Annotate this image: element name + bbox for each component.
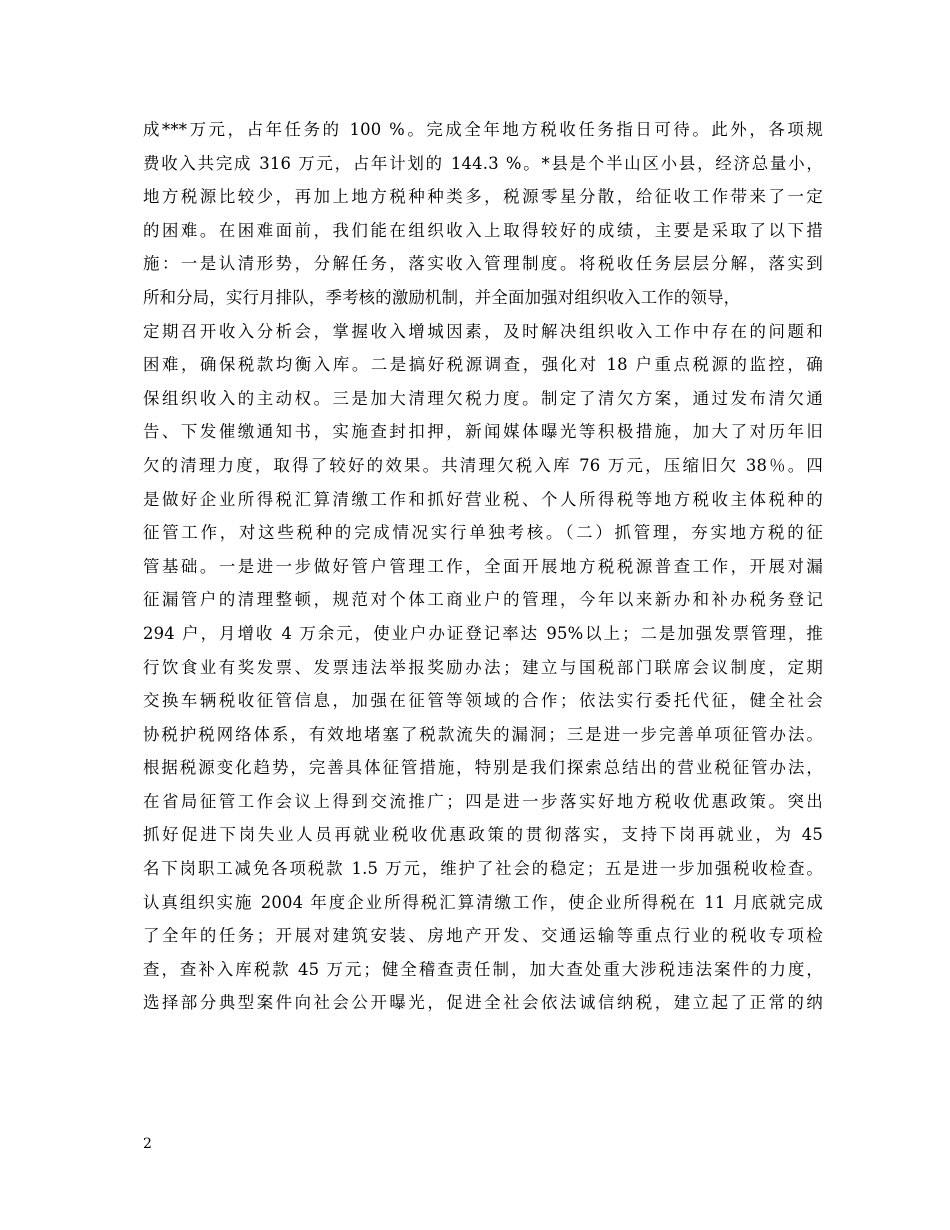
text-line: 名下岗职工减免各项税款 1.5 万元，维护了社会的稳定；五是进一步加强税收检查。 — [143, 859, 823, 879]
text-line: 困难，确保税款均衡入库。二是搞好税源调查，强化对 18 户重点税源的监控，确 — [143, 355, 823, 375]
text-line: 所和分局，实行月排队，季考核的激励机制，并全面加强对组织收入工作的领导， — [143, 287, 741, 307]
body-text — [143, 113, 823, 1020]
text-line: 征管工作，对这些税种的完成情况实行单独考核。（二）抓管理，夯实地方税的征 — [143, 523, 823, 543]
text-line: 认真组织实施 2004 年度企业所得税汇算清缴工作，使企业所得税在 11 月底就完成 — [143, 892, 823, 912]
text-line: 成***万元，占年任务的 100 %。完成全年地方税收任务指日可待。此外，各项规 — [143, 120, 823, 139]
text-line: 的困难。在困难面前，我们能在组织收入上取得较好的成绩，主要是采取了以下措 — [143, 220, 823, 240]
text-line: 征漏管户的清理整顿，规范对个体工商业户的管理，今年以来新办和补办税务登记 — [143, 590, 823, 610]
text-line: 地方税源比较少，再加上地方税种种类多，税源零星分散，给征收工作带来了一定 — [143, 187, 823, 207]
text-line: 294 户，月增收 4 万余元，使业户办证登记率达 95%以上；二是加强发票管理，推 — [143, 623, 823, 643]
text-line: 协税护税网络体系，有效地堵塞了税款流失的漏洞；三是进一步完善单项征管办法。 — [143, 724, 823, 744]
text-line: 定期召开收入分析会，掌握收入增城因素，及时解决组织收入工作中存在的问题和 — [143, 321, 823, 341]
text-line: 告、下发催缴通知书，实施查封扣押，新闻媒体曝光等积极措施，加大了对历年旧 — [143, 422, 823, 442]
text-line: 是做好企业所得税汇算清缴工作和抓好营业税、个人所得税等地方税收主体税种的 — [143, 489, 823, 509]
page-number: 2 — [143, 1136, 152, 1152]
text-line: 施：一是认清形势，分解任务，落实收入管理制度。将税收任务层层分解，落实到 — [143, 254, 823, 274]
text-line: 了全年的任务；开展对建筑安装、房地产开发、交通运输等重点行业的税收专项检 — [143, 926, 823, 946]
text-line: 抓好促进下岗失业人员再就业税收优惠政策的贯彻落实，支持下岗再就业，为 45 — [143, 825, 823, 845]
text-line: 费收入共完成 316 万元，占年计划的 144.3 %。*县是个半山区小县，经济总量小， — [143, 153, 823, 173]
text-line: 查，查补入库税款 45 万元；健全稽查责任制，加大查处重大涉税违法案件的力度， — [143, 959, 823, 979]
text-line: 交换车辆税收征管信息，加强在征管等领域的合作；依法实行委托代征，健全社会 — [143, 691, 823, 711]
text-line: 保组织收入的主动权。三是加大清理欠税力度。制定了清欠方案，通过发布清欠通 — [143, 388, 823, 408]
text-line: 行饮食业有奖发票、发票违法举报奖励办法；建立与国税部门联席会议制度，定期 — [143, 657, 823, 677]
text-line: 选择部分典型案件向社会公开曝光，促进全社会依法诚信纳税，建立起了正常的纳 — [143, 993, 823, 1013]
text-line: 欠的清理力度，取得了较好的效果。共清理欠税入库 76 万元，压缩旧欠 38％。四 — [143, 455, 823, 475]
text-line: 根据税源变化趋势，完善具体征管措施，特别是我们探索总结出的营业税征管办法， — [143, 758, 823, 778]
text-line: 在省局征管工作会议上得到交流推广；四是进一步落实好地方税收优惠政策。突出 — [143, 791, 823, 811]
text-line: 管基础。一是进一步做好管户管理工作，全面开展地方税税源普查工作，开展对漏 — [143, 556, 823, 576]
